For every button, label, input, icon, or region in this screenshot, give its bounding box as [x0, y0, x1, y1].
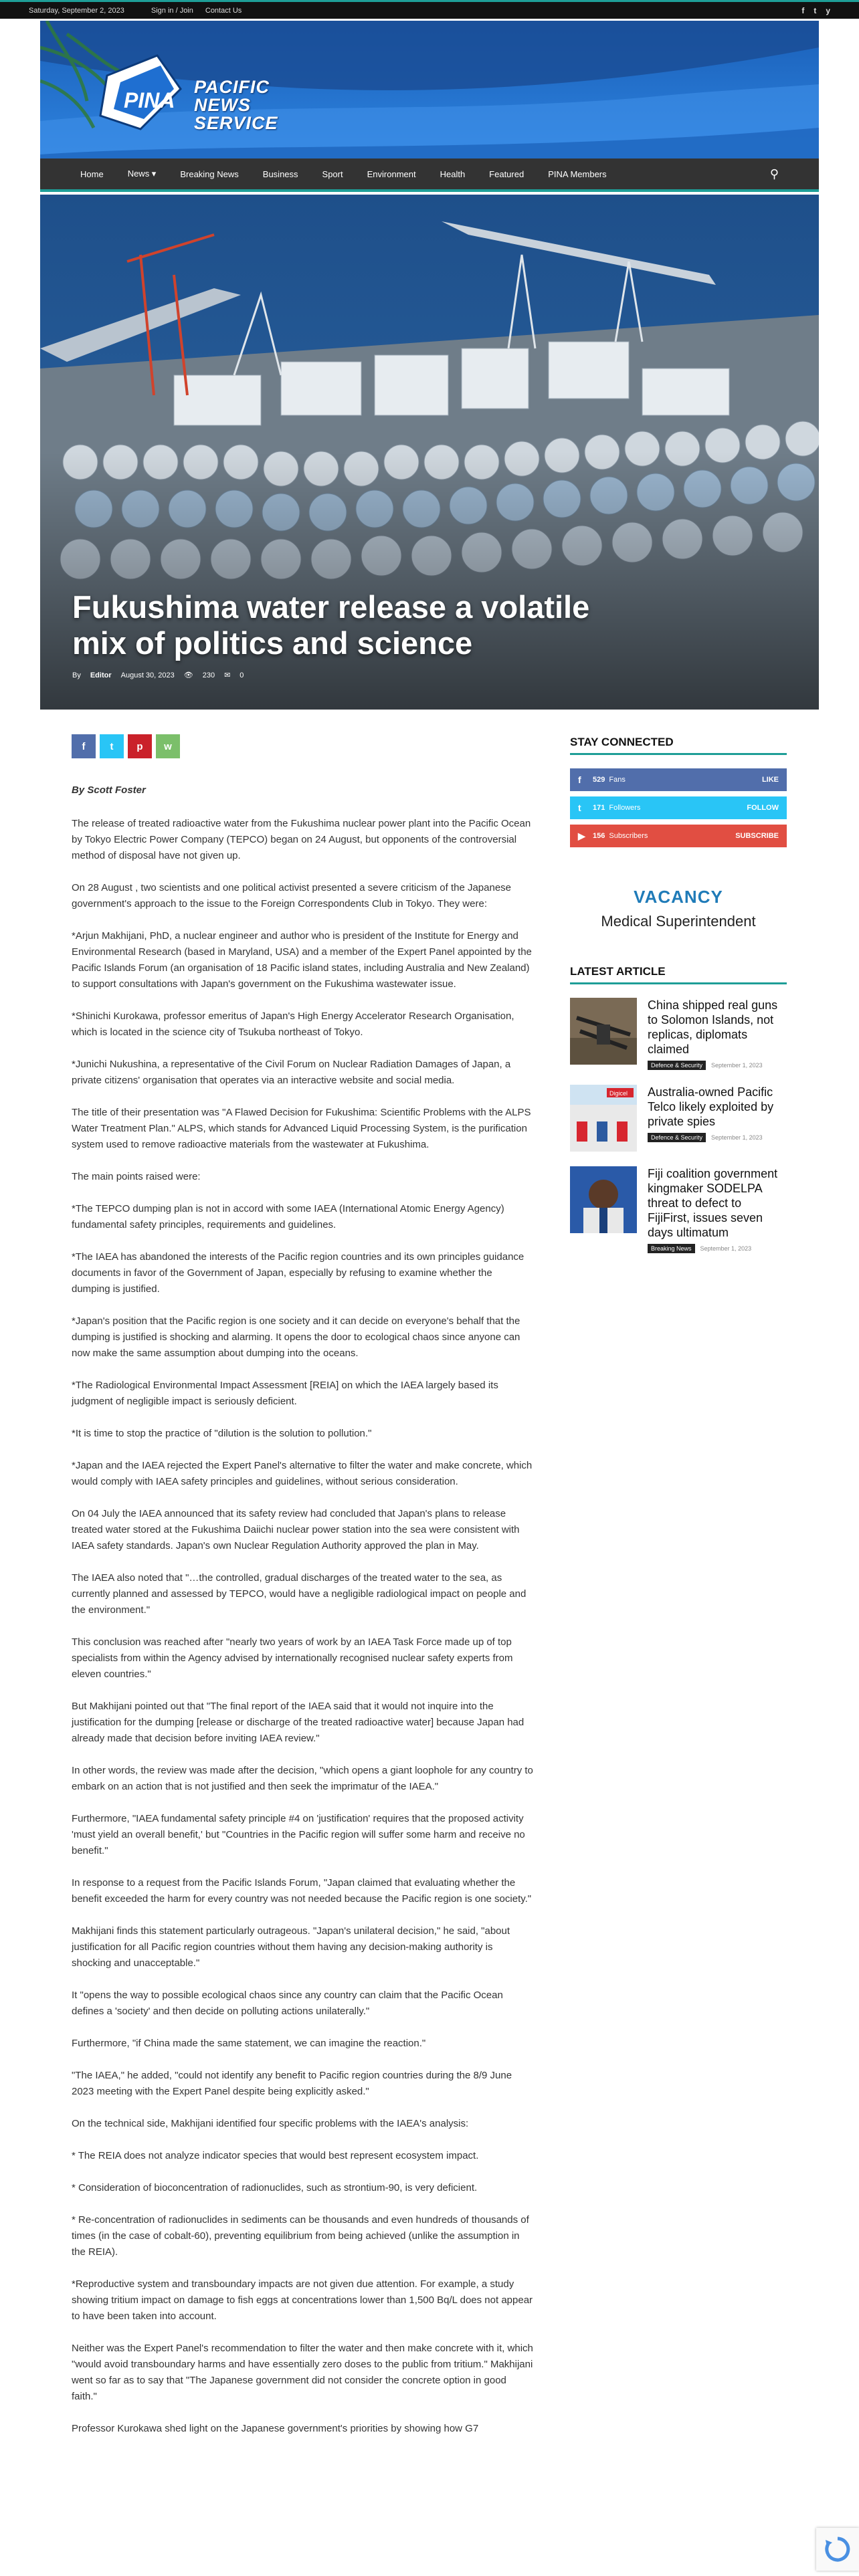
pina-logo-icon: [94, 49, 194, 136]
article-paragraph: The release of treated radioactive water from the Fukushima nuclear power plant into the Pacific Ocean by Tokyo Electric Power Company (TEPCO) began on 24 August, but opponents of the controversial method of disposal have not given up.: [72, 818, 531, 861]
vacancy-heading: VACANCY: [634, 886, 723, 907]
social-icon: ▶: [578, 830, 585, 841]
latest-title[interactable]: Fiji coalition government kingmaker SODELPA threat to defect to FijiFirst, issues seven days ultimatum: [648, 1167, 778, 1239]
latest-item[interactable]: [570, 998, 787, 1070]
article-paragraphs: [72, 816, 533, 2437]
by-label: By: [72, 671, 81, 679]
social-counters: [570, 768, 787, 847]
follower-count: 171: [593, 804, 605, 812]
article-paragraph: The IAEA also noted that "…the controlled, gradual discharges of the treated water to the sea, as currently planned and assessed by TEPCO, would have a negligible radiological impact on people and the environment.": [72, 1572, 527, 1616]
logo-line: SERVICE: [194, 113, 278, 133]
facebook-icon[interactable]: f: [801, 5, 805, 15]
site-logo-text[interactable]: [194, 78, 278, 132]
article-paragraph: * Re-concentration of radionuclides in sediments can be thousands and even hundreds of thousands of times (in the case of cobalt-60), preventing equilibrium from being achieved (unlike the assumption in the REIA).: [72, 2214, 529, 2258]
top-social: [801, 6, 830, 15]
views-icon: 👁: [183, 671, 193, 679]
latest-date: September 1, 2023: [711, 1134, 763, 1141]
latest-item[interactable]: [570, 1166, 787, 1253]
hero-image: [40, 195, 819, 710]
comment-count[interactable]: 0: [240, 671, 244, 679]
latest-thumb-guns[interactable]: [570, 998, 637, 1065]
share-pinterest-button[interactable]: p: [128, 734, 152, 758]
share-facebook-button[interactable]: f: [72, 734, 96, 758]
share-whatsapp-button[interactable]: w: [156, 734, 180, 758]
article-paragraph: *The IAEA has abandoned the interests of the Pacific region countries and its own principles guidance documents in favor of the Government of Japan, especially by refusing to examine whether the dumping is justified.: [72, 1251, 524, 1295]
article-paragraph: *Arjun Makhijani, PhD, a nuclear engineer and author who is president of the Institute for Energy and Environmental Research (based in Maryland, USA) and a member of the Expert Panel appointed by the Pacific Islands Forum (an organisation of 18 Pacific island states, including Australia and New Zealand) to support consultations with Japan's government on the Fukushima wastewater issue.: [72, 930, 532, 990]
article-meta: [72, 671, 244, 679]
article-paragraph: *Shinichi Kurokawa, professor emeritus of Japan's High Energy Accelerator Research Organisation, which is located in the science city of Tsukuba northeast of Tokyo.: [72, 1010, 514, 1038]
youtube-icon[interactable]: y: [826, 5, 830, 15]
logo-line: NEWS: [194, 95, 251, 115]
social-action[interactable]: SUBSCRIBE: [735, 832, 779, 840]
latest-title[interactable]: Australia-owned Pacific Telco likely exploited by private spies: [648, 1085, 774, 1128]
article-paragraph: Furthermore, "if China made the same statement, we can imagine the reaction.": [72, 2038, 426, 2049]
latest-thumb-fiji[interactable]: [570, 1166, 637, 1233]
sidebar: [570, 736, 787, 1268]
social-icon: f: [578, 774, 581, 785]
article-body: [72, 782, 533, 2453]
stay-connected-title: STAY CONNECTED: [570, 736, 787, 755]
article-paragraph: It "opens the way to possible ecological chaos since any country can claim that the Pacific Ocean defines a 'society' and then decide on polluting actions unilaterally.": [72, 1990, 503, 2017]
nav-pina-members[interactable]: PINA Members: [548, 169, 607, 179]
fiji-thumbnail: [570, 1166, 637, 1233]
social-counter-row[interactable]: [570, 768, 787, 791]
article-paragraph: * The REIA does not analyze indicator species that would best represent ecosystem impact.: [72, 2150, 479, 2161]
article-paragraph: *Japan and the IAEA rejected the Expert Panel's alternative to filter the water and make concrete, which would comply with IAEA safety principles and guidelines, without serious consideration.: [72, 1460, 533, 1487]
telco-thumbnail: [570, 1085, 637, 1152]
social-counter-row[interactable]: [570, 796, 787, 819]
article-paragraph: *It is time to stop the practice of "dilution is the solution to pollution.": [72, 1428, 372, 1439]
article-paragraph: On 28 August , two scientists and one political activist presented a severe criticism of the Japanese government's approach to the issue to the Foreign Correspondents Club in Tokyo. They were:: [72, 882, 512, 909]
article-paragraph: On the technical side, Makhijani identified four specific problems with the IAEA's analysis:: [72, 2118, 469, 2129]
article-paragraph: The title of their presentation was "A Flawed Decision for Fukushima: Scientific Problems with the ALPS Water Treatment Plan." ALPS, which stands for Advanced Liquid Processing System, is the purification system used to remove radioactive materials from the wastewater at Fukushima.: [72, 1107, 531, 1150]
nav-home[interactable]: Home: [80, 169, 104, 179]
social-action[interactable]: LIKE: [761, 776, 779, 784]
recaptcha-icon: [824, 2536, 851, 2563]
follower-count: 156: [593, 832, 605, 840]
logo-abbr: PINA: [124, 88, 175, 112]
latest-item[interactable]: [570, 1085, 787, 1152]
latest-thumb-telco[interactable]: [570, 1085, 637, 1152]
category-badge[interactable]: Breaking News: [648, 1244, 695, 1253]
contact-us-link[interactable]: Contact Us: [205, 6, 242, 15]
share-twitter-button[interactable]: t: [100, 734, 124, 758]
logo-line: PACIFIC: [194, 77, 270, 97]
article-paragraph: *Junichi Nukushina, a representative of the Civil Forum on Nuclear Radiation Damages of Japan, a private citizens' organisation that operates via an interactive website and social media.: [72, 1059, 511, 1086]
latest-date: September 1, 2023: [700, 1245, 752, 1252]
nav-news[interactable]: News ▾: [127, 169, 157, 179]
article-paragraph: Furthermore, "IAEA fundamental safety principle #4 on 'justification' requires that the proposed activity 'must yield an overall benefit,' but "Countries in the Pacific region will suffer some harm and receive no benefit.": [72, 1813, 525, 1856]
latest-date: September 1, 2023: [711, 1062, 763, 1069]
top-bar: [0, 0, 859, 19]
article-paragraph: But Makhijani pointed out that "The final report of the IAEA said that it would not inquire into the justification for the dumping [release or discharge of the treated radioactive water] because Japan had already made that decision before inviting IAEA review.": [72, 1701, 524, 1744]
search-icon[interactable]: ⚲: [769, 167, 779, 181]
article-paragraph: This conclusion was reached after "nearly two years of work by an IAEA Task Force made up of top specialists from within the Agency advised by internationally recognised nuclear safety experts from eleven countries.": [72, 1636, 513, 1680]
comment-icon[interactable]: ✉: [224, 671, 231, 679]
article-paragraph: Professor Kurokawa shed light on the Japanese government's priorities by showing how G7: [72, 2423, 479, 2434]
article-paragraph: *The Radiological Environmental Impact Assessment [REIA] on which the IAEA largely based its judgment of negligible impact is seriously deficient.: [72, 1380, 498, 1407]
site-header: [40, 21, 819, 158]
follower-count: 529: [593, 776, 605, 784]
category-badge[interactable]: Defence & Security: [648, 1133, 706, 1142]
view-count: 230: [202, 671, 215, 679]
main-nav: [40, 158, 819, 192]
article-byline: By Scott Foster: [72, 784, 146, 796]
nav-breaking-news[interactable]: Breaking News: [180, 169, 239, 179]
nav-featured[interactable]: Featured: [489, 169, 524, 179]
social-counter-row[interactable]: [570, 825, 787, 847]
recaptcha-badge[interactable]: [816, 2528, 859, 2571]
latest-title[interactable]: China shipped real guns to Solomon Islands, not replicas, diplomats claimed: [648, 998, 778, 1056]
follower-label: Subscribers: [609, 832, 648, 840]
latest-article-title: LATEST ARTICLE: [570, 965, 787, 984]
follower-label: Followers: [609, 804, 641, 812]
sign-in-link[interactable]: Sign in / Join: [151, 6, 193, 15]
article-paragraph: The main points raised were:: [72, 1171, 201, 1182]
article-paragraph: *The TEPCO dumping plan is not in accord with some IAEA (International Atomic Energy Agency) fundamental safety principles, requirements and guidelines.: [72, 1203, 504, 1230]
twitter-icon[interactable]: t: [814, 5, 817, 15]
publish-date: August 30, 2023: [120, 671, 175, 679]
category-badge[interactable]: Defence & Security: [648, 1061, 706, 1070]
current-date: Saturday, September 2, 2023: [29, 6, 124, 15]
follower-label: Fans: [609, 776, 626, 784]
article-paragraph: Neither was the Expert Panel's recommendation to filter the water and then make concrete with it, which "would avoid transboundary harms and have essentially zero doses to the public from tritium." Makhijani went so far as to say that "The Japanese government did not consider the concrete option in good faith.": [72, 2343, 533, 2402]
author-link[interactable]: Editor: [90, 671, 112, 679]
digicel-sign: Digicel: [609, 1090, 628, 1097]
article-paragraph: *Japan's position that the Pacific region is one society and it can decide on everyone's behalf that the dumping is justified is shocking and alarming. It opens the door to ecological chaos since anyone can now make the same assumption about dumping into the oceans.: [72, 1315, 520, 1359]
guns-thumbnail: [570, 998, 637, 1065]
vacancy-ad[interactable]: [570, 871, 787, 945]
share-buttons: [72, 734, 180, 758]
article-paragraph: Makhijani finds this statement particularly outrageous. "Japan's unilateral decision," he said, "about justification for all Pacific region countries without them having any decision-making authority is shocking and unacceptable.": [72, 1925, 510, 1969]
nav-environment[interactable]: Environment: [367, 169, 416, 179]
nav-sport[interactable]: Sport: [322, 169, 343, 179]
article-paragraph: *Reproductive system and transboundary impacts are not given due attention. For example, a study showing tritium impact on damage to fish eggs at concentrations lower than 1,500 Bq/L does not appear to have been taken into account.: [72, 2278, 533, 2322]
article-paragraph: "The IAEA," he added, "could not identify any benefit to Pacific region countries during the 8/9 June 2023 meeting with the Expert Panel despite being explicitly asked.": [72, 2070, 512, 2097]
article-paragraph: In other words, the review was made after the decision, "which opens a giant loophole for any country to embark on an action that is not justified and then seek the imprimatur of the IAEA.": [72, 1765, 533, 1792]
social-action[interactable]: FOLLOW: [747, 804, 779, 812]
vacancy-position: Medical Superintendent: [601, 912, 756, 930]
article-paragraph: In response to a request from the Pacific Islands Forum, "Japan claimed that evaluating whether the benefit exceeded the harm for every country was not needed because the Pacific region is one society.": [72, 1877, 532, 1905]
nav-health[interactable]: Health: [440, 169, 466, 179]
social-icon: t: [578, 802, 581, 813]
article-paragraph: * Consideration of bioconcentration of radionuclides, such as strontium-90, is very deficient.: [72, 2182, 478, 2193]
nav-business[interactable]: Business: [262, 169, 298, 179]
article-title: Fukushima water release a volatile mix of politics and science: [72, 589, 590, 661]
article-paragraph: On 04 July the IAEA announced that its safety review had concluded that Japan's plans to release treated water stored at the Fukushima Daiichi nuclear power station into the sea were consistent with IAEA safety standards. Japan's own Nuclear Regulation Authority approved the plan in May.: [72, 1508, 520, 1551]
